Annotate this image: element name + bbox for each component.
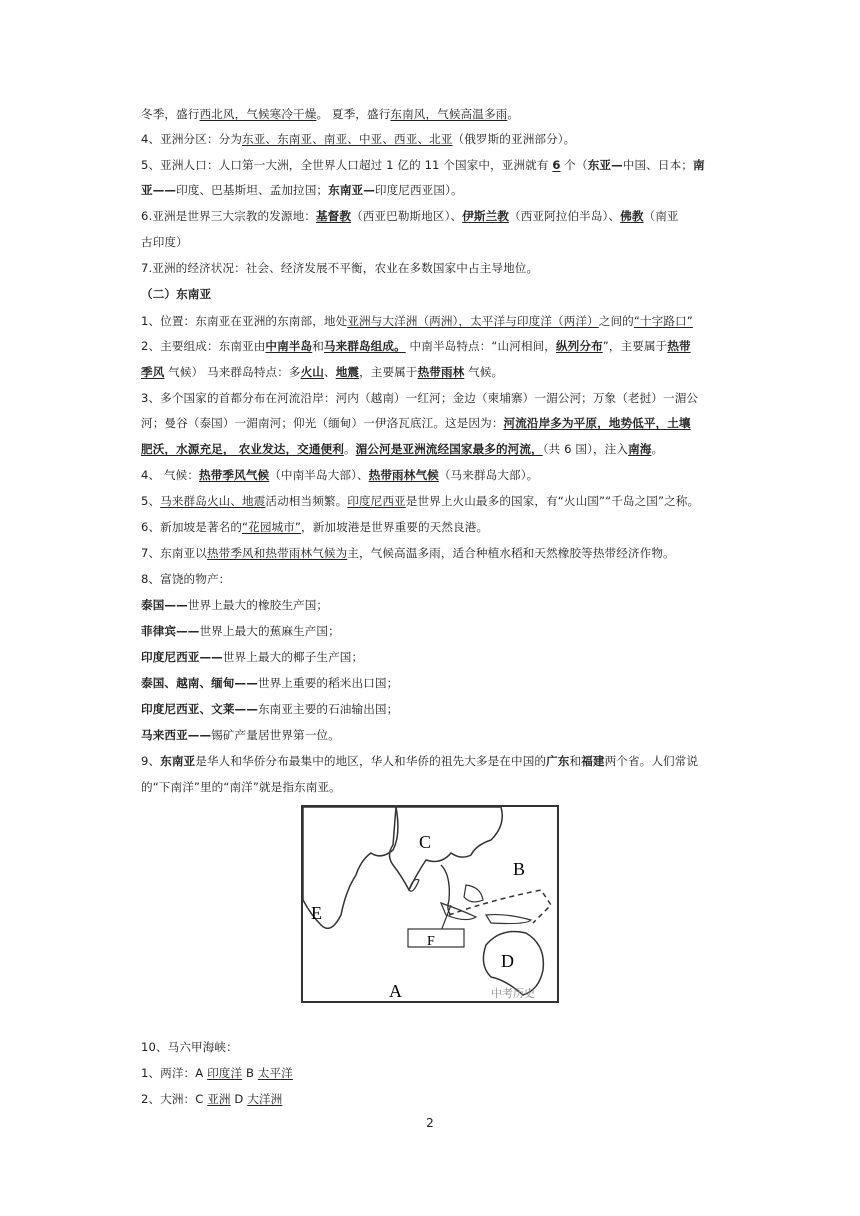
text-segment: ，新加坡港是世界重要的天然良港。: [301, 520, 489, 534]
text-segment: 火山: [300, 365, 324, 379]
text-segment: 印度尼西亚、文莱——: [141, 702, 258, 716]
text-line: [141, 519, 726, 535]
text-line: [141, 1091, 726, 1107]
text-line: [141, 390, 726, 406]
text-segment: B: [242, 1066, 258, 1080]
text-segment: ，主要属于: [359, 365, 418, 379]
text-segment: 印度尼西亚国）。: [374, 183, 463, 197]
text-segment: 南海: [628, 442, 652, 456]
text-segment: （二）东南亚: [141, 287, 212, 301]
label-f: F: [427, 934, 435, 949]
text-line: [141, 545, 726, 561]
text-line: [141, 106, 726, 122]
text-segment: 是华人和华侨分布最集中的地区，华人和华侨的祖先大多是在中国的: [195, 754, 547, 768]
text-segment: 印度洋: [207, 1066, 243, 1080]
text-segment: 东亚、东南亚、南亚、中亚、西亚、北亚: [242, 132, 453, 146]
text-line: [141, 208, 726, 224]
text-line: [141, 597, 726, 613]
text-line: [141, 1065, 726, 1081]
text-segment: “花园城市”: [242, 520, 302, 534]
text-segment: 广东: [546, 754, 570, 768]
text-segment: 佛教: [620, 209, 644, 223]
text-segment: 气候） 马来群岛特点：多: [164, 365, 301, 379]
text-segment: 古印度）: [141, 235, 188, 249]
text-segment: 主，气候高温多雨，适合种植水稻和天然橡胶等热带经济作物。: [347, 546, 675, 560]
text-segment: 马来西亚——: [141, 728, 212, 742]
text-segment: 西北风，气候寒冷干燥: [199, 107, 317, 121]
text-segment: 是世界上火山最多的国家，有“火山国”“千岛之国”之称。: [405, 494, 700, 508]
text-line: [141, 727, 726, 743]
label-e: E: [311, 903, 322, 923]
text-segment: 季风: [141, 365, 165, 379]
text-segment: 太平洋: [257, 1066, 293, 1080]
text-segment: 6.亚洲是世界三大宗教的发源地：: [141, 209, 316, 223]
text-segment: 热带: [667, 339, 691, 353]
text-segment: 2、主要组成：东南亚由: [141, 339, 266, 353]
text-segment: 泰国——: [141, 598, 188, 612]
text-segment: 。: [507, 107, 520, 121]
text-segment: 2、大洲：C: [141, 1092, 208, 1106]
text-segment: 世界上最大的蕉麻生产国；: [199, 624, 340, 638]
label-b: B: [513, 859, 526, 879]
text-segment: 。: [343, 442, 356, 456]
text-segment: 东南亚: [160, 754, 196, 768]
map-svg: [301, 805, 559, 1003]
text-line: [141, 623, 726, 639]
label-c: C: [419, 832, 432, 852]
text-segment: 锡矿产量居世界第一位。: [211, 728, 340, 742]
text-line: [141, 649, 726, 665]
text-segment: 肥沃，水源充足， 农业发达，交通便利: [141, 442, 344, 456]
label-box-f: [408, 929, 464, 947]
text-segment: 东南亚—: [328, 183, 375, 197]
page-number: 2: [426, 1116, 434, 1130]
text-segment: 河流沿岸多为平原，地势低平，土壤: [503, 416, 691, 430]
watermark-text: 中考历史: [491, 987, 535, 1000]
text-segment: 个（: [560, 158, 588, 172]
text-segment: 活动相当频繁。: [265, 494, 348, 508]
text-segment: 。: [651, 442, 664, 456]
text-line: [141, 441, 726, 457]
text-segment: 中南半岛特点：“山河相间，: [405, 339, 556, 353]
text-segment: “十字路口”: [633, 314, 693, 328]
text-segment: D: [230, 1092, 248, 1106]
text-segment: 世界上最大的橡胶生产国；: [187, 598, 329, 612]
text-segment: 1、位置：东南亚在亚洲的东南部，地处: [141, 314, 348, 328]
text-segment: 马来群岛组成。: [323, 339, 406, 353]
text-segment: 热带季风和热带雨林气候为: [206, 546, 348, 560]
text-segment: 印度尼西亚: [347, 494, 406, 508]
text-line: [141, 779, 726, 795]
text-segment: 9、: [141, 754, 161, 768]
text-segment: 7.亚洲的经济状况：社会、经济发展不平衡，农业在多数国家中占主导地位。: [141, 261, 539, 275]
label-a: A: [389, 981, 402, 1001]
text-line: [141, 415, 726, 431]
text-segment: 4、亚洲分区：分为: [141, 132, 243, 146]
text-segment: 热带雨林气候: [368, 468, 439, 482]
text-segment: 和: [569, 754, 582, 768]
text-segment: 热带雨林: [417, 365, 465, 379]
text-line: [141, 753, 726, 769]
text-line: [141, 260, 726, 276]
text-segment: 大洋洲: [247, 1092, 283, 1106]
text-line: [141, 286, 726, 302]
text-segment: 10、马六甲海峡：: [141, 1040, 238, 1054]
text-segment: 6、新加坡是著名的: [141, 520, 243, 534]
text-segment: 之间的: [598, 314, 634, 328]
text-segment: 伊斯兰教: [462, 209, 509, 223]
text-segment: （西亚巴勒斯地区）、: [351, 209, 463, 223]
label-d: D: [501, 951, 514, 971]
text-line: [141, 571, 726, 587]
text-segment: 东亚—: [587, 158, 623, 172]
text-segment: ”，主要属于: [602, 339, 668, 353]
text-segment: 亚洲: [207, 1092, 231, 1106]
text-segment: 河；曼谷（泰国）一湄南河；仰光（缅甸）一伊洛瓦底江。这是因为：: [141, 416, 504, 430]
text-segment: 5、: [141, 494, 161, 508]
text-line: [141, 467, 726, 483]
text-segment: 4、 气候：: [141, 468, 200, 482]
text-segment: （俄罗斯的亚洲部分）。: [452, 132, 576, 146]
text-segment: （中南半岛大部）、: [269, 468, 369, 482]
text-line: [141, 182, 726, 198]
text-segment: 热带季风气候: [199, 468, 270, 482]
text-segment: 基督教: [315, 209, 352, 223]
text-segment: 气候。: [464, 365, 504, 379]
text-segment: （南亚: [643, 209, 679, 223]
text-segment: 湄公河是亚洲流经国家最多的河流，: [355, 442, 543, 456]
text-line: [141, 364, 726, 380]
text-segment: 印度尼西亚——: [141, 650, 223, 664]
text-segment: 菲律宾——: [141, 624, 200, 638]
text-segment: 3、多个国家的首都分布在河流沿岸：河内（越南）一红河；金边（柬埔寨）一湄公河；万象（老挝）一湄公: [141, 391, 699, 405]
text-line: [141, 675, 726, 691]
text-line: [141, 313, 726, 329]
text-segment: 的“下南洋”里的“南洋”就是指东南亚。: [141, 780, 341, 794]
text-segment: 地震: [335, 365, 360, 379]
text-segment: 7、东南亚以: [141, 546, 207, 560]
text-line: [141, 338, 726, 354]
text-segment: 中南半岛: [265, 339, 313, 353]
text-segment: （马来群岛大部）。: [438, 468, 539, 482]
text-segment: 东南亚主要的石油输出国；: [257, 702, 399, 716]
text-segment: 中国、日本；: [622, 158, 693, 172]
text-line: [141, 131, 726, 147]
text-line: [141, 701, 726, 717]
text-segment: 印度、巴基斯坦、孟加拉国；: [176, 183, 329, 197]
text-segment: 纵列分布: [555, 339, 603, 353]
text-segment: 8、富饶的物产：: [141, 572, 231, 586]
text-line: [141, 234, 726, 250]
text-segment: 南: [692, 158, 705, 172]
text-segment: 亚洲与大洋洲（两洲），太平洋与印度洋（两洋）: [347, 314, 599, 328]
text-segment: 、: [323, 365, 336, 379]
text-line: [141, 493, 726, 509]
text-segment: 马来群岛火山、地震: [160, 494, 266, 508]
text-segment: 和: [312, 339, 324, 353]
text-segment: 6: [552, 158, 561, 172]
southeast-asia-map: [301, 805, 559, 1003]
text-segment: 1、两洋：A: [141, 1066, 208, 1080]
text-segment: 冬季，盛行: [141, 107, 200, 121]
text-segment: 亚——: [141, 183, 177, 197]
text-segment: 世界上最大的椰子生产国；: [222, 650, 364, 664]
text-segment: 5、亚洲人口：人口第一大洲，全世界人口超过 1 亿的 11 个国家中，亚洲就有: [141, 158, 553, 172]
text-segment: （西亚阿拉伯半岛）、: [509, 209, 621, 223]
text-segment: 。 夏季，盛行: [316, 107, 391, 121]
text-line: [141, 157, 726, 173]
text-segment: （共 6 国），注入: [542, 442, 629, 456]
text-segment: 世界上重要的稻米出口国；: [257, 676, 399, 690]
text-line: [141, 1039, 726, 1055]
text-segment: 两个省。人们常说: [604, 754, 699, 768]
text-segment: 泰国、越南、缅甸——: [141, 676, 258, 690]
text-segment: 福建: [581, 754, 605, 768]
text-segment: 东南风，气候高温多雨: [390, 107, 508, 121]
